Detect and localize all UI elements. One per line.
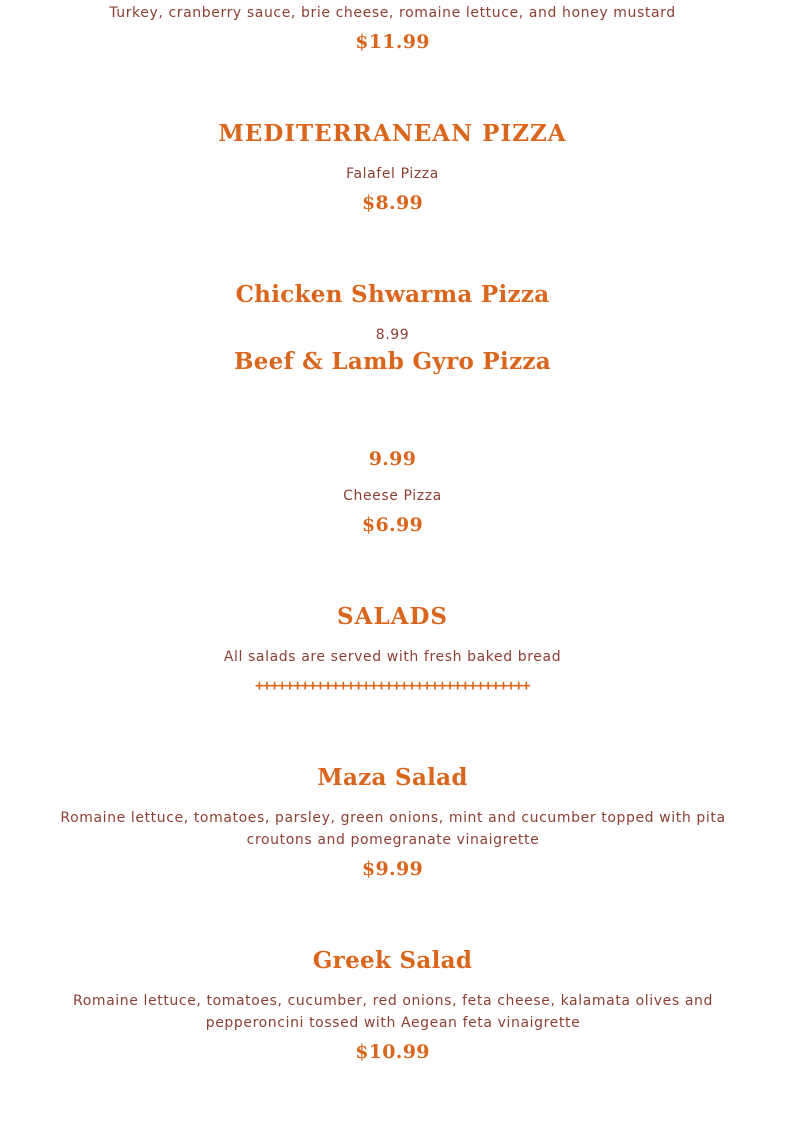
maza-salad-description: Romaine lettuce, tomatoes, parsley, green onions, mint and cucumber topped with pita croutons and pomegranate vinaigrette bbox=[60, 810, 726, 848]
section-title-salads: SALADS bbox=[336, 603, 449, 630]
chicken-shwarma-pizza-price: 8.99 bbox=[375, 327, 410, 343]
greek-salad-description: Romaine lettuce, tomatoes, cucumber, red onions, feta cheese, kalamata olives and pepperoncini tossed with Aegean feta vinaigrette bbox=[73, 993, 713, 1031]
greek-salad-name: Greek Salad bbox=[312, 947, 473, 974]
decorative-divider: ++++++++++++++++++++++++++++++++++++ bbox=[255, 678, 530, 694]
cheese-pizza-price: $6.99 bbox=[362, 514, 423, 536]
beef-lamb-gyro-pizza-name: Beef & Lamb Gyro Pizza bbox=[233, 348, 551, 375]
chicken-shwarma-pizza-name: Chicken Shwarma Pizza bbox=[235, 281, 550, 308]
maza-salad-name: Maza Salad bbox=[317, 764, 468, 791]
falafel-pizza-name: Falafel Pizza bbox=[346, 166, 439, 182]
salads-note: All salads are served with fresh baked bread bbox=[223, 649, 562, 665]
beef-lamb-gyro-pizza-price: 9.99 bbox=[368, 448, 417, 470]
falafel-pizza-price: $8.99 bbox=[362, 192, 423, 214]
greek-salad-price: $10.99 bbox=[355, 1041, 430, 1063]
turkey-item-price: $11.99 bbox=[355, 31, 430, 53]
cheese-pizza-name: Cheese Pizza bbox=[343, 488, 442, 504]
turkey-item-description: Turkey, cranberry sauce, brie cheese, romaine lettuce, and honey mustard bbox=[109, 5, 676, 21]
section-title-mediterranean-pizza: MEDITERRANEAN PIZZA bbox=[218, 120, 567, 147]
maza-salad-price: $9.99 bbox=[362, 858, 423, 880]
